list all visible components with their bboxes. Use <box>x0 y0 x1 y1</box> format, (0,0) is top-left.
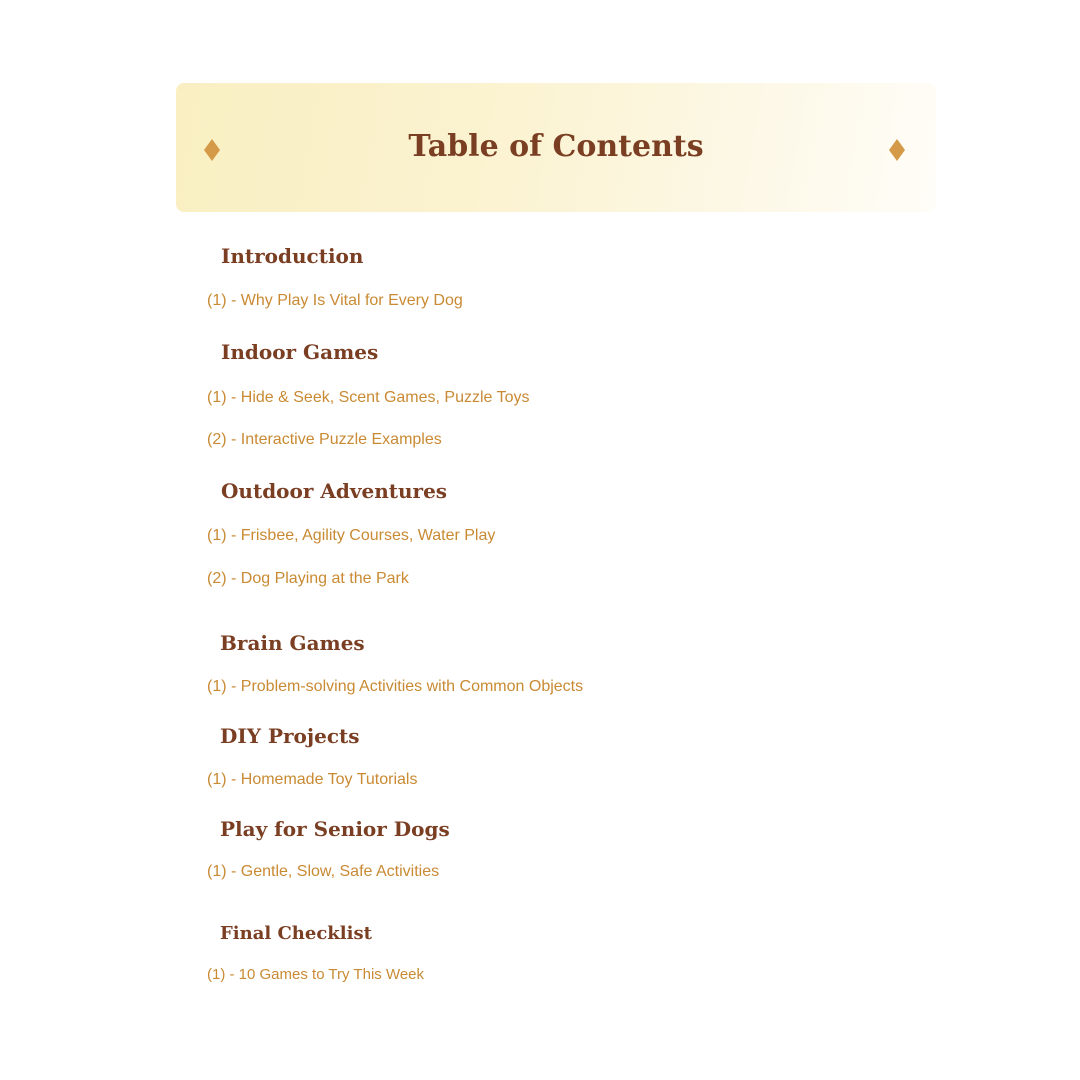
page-title: Table of Contents <box>408 129 704 164</box>
toc-entry-introduction-1[interactable]: (1) - Why Play Is Vital for Every Dog <box>207 292 463 309</box>
toc-entry-outdoor-adventures-2[interactable]: (2) - Dog Playing at the Park <box>207 570 409 587</box>
section-title-introduction: Introduction <box>221 244 364 268</box>
toc-entry-outdoor-adventures-1[interactable]: (1) - Frisbee, Agility Courses, Water Play <box>207 527 496 544</box>
section-title-final-checklist: Final Checklist <box>220 923 372 944</box>
section-title-indoor-games: Indoor Games <box>221 340 379 364</box>
section-title-brain-games: Brain Games <box>220 631 365 655</box>
toc-entry-indoor-games-2[interactable]: (2) - Interactive Puzzle Examples <box>207 431 442 448</box>
section-title-diy-projects: DIY Projects <box>220 724 360 748</box>
toc-entry-diy-projects-1[interactable]: (1) - Homemade Toy Tutorials <box>207 771 418 788</box>
section-title-senior-dogs: Play for Senior Dogs <box>220 817 450 841</box>
toc-entry-indoor-games-1[interactable]: (1) - Hide & Seek, Scent Games, Puzzle Toys <box>207 389 530 406</box>
toc-entry-senior-dogs-1[interactable]: (1) - Gentle, Slow, Safe Activities <box>207 863 440 880</box>
section-title-outdoor-adventures: Outdoor Adventures <box>221 479 448 503</box>
toc-entry-brain-games-1[interactable]: (1) - Problem-solving Activities with Common Objects <box>207 678 584 695</box>
toc-entry-final-checklist-1[interactable]: (1) - 10 Games to Try This Week <box>207 966 425 983</box>
